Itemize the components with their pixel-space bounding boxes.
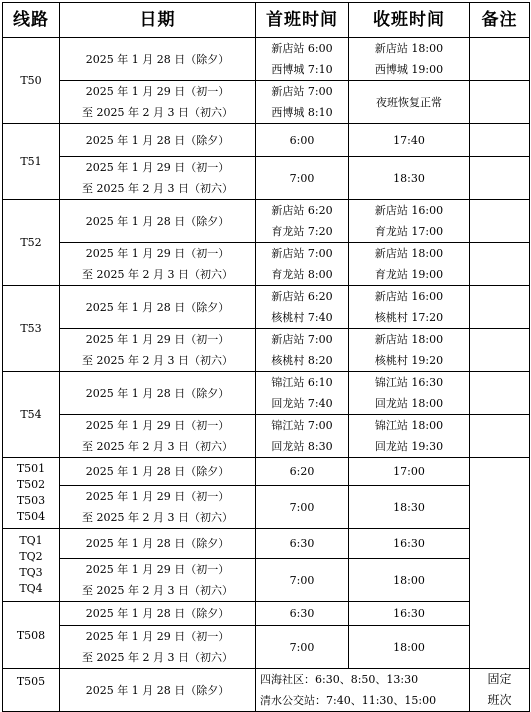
first-bus-cell — [256, 626, 349, 669]
table-row — [3, 200, 530, 243]
last-bus-cell-text: 17:00 — [393, 465, 425, 478]
last-bus-cell — [349, 124, 470, 157]
line-cell-text: T52 — [20, 236, 42, 249]
date-cell-text: 2025 年 1 月 28 日（除夕） — [85, 133, 230, 147]
last-bus-cell — [349, 529, 470, 559]
line-cell — [3, 200, 60, 286]
remark-cell — [470, 669, 530, 712]
line-cell — [3, 458, 60, 529]
header-first-bus: 首班时间 — [256, 3, 349, 38]
table-row — [3, 157, 530, 200]
first-bus-cell — [256, 124, 349, 157]
last-bus-cell-text: 新店站 16:00 — [374, 204, 444, 217]
header-date: 日期 — [60, 3, 256, 38]
last-bus-cell — [349, 626, 470, 669]
date-cell-text: 至 2025 年 2 月 3 日（初六） — [82, 651, 233, 664]
date-cell-text: 2025 年 1 月 29 日（初一） — [85, 247, 230, 260]
line-cell — [3, 602, 60, 669]
first-bus-cell-text: 7:00 — [289, 573, 315, 587]
fixed-times-cell-text: 清水公交站：7:40、11:30、15:00 — [260, 694, 437, 707]
first-bus-cell — [256, 286, 349, 329]
first-bus-cell — [256, 329, 349, 372]
last-bus-cell-text: 16:30 — [393, 537, 425, 550]
date-cell — [60, 286, 256, 329]
remark-cell-text: 固定 — [487, 672, 512, 686]
last-bus-cell-text: 18:30 — [393, 171, 425, 185]
date-cell-text: 2025 年 1 月 28 日（除夕） — [85, 300, 230, 314]
last-bus-cell — [349, 286, 470, 329]
last-bus-cell — [349, 157, 470, 200]
date-cell-text: 2025 年 1 月 29 日（初一） — [85, 490, 230, 503]
date-cell-text: 2025 年 1 月 28 日（除夕） — [85, 386, 230, 400]
line-cell — [3, 372, 60, 458]
line-cell-text: TQ4 — [19, 582, 43, 595]
first-bus-cell-text: 新店站 6:20 — [271, 290, 333, 303]
remark-cell — [470, 415, 530, 458]
date-cell — [60, 243, 256, 286]
first-bus-cell-text: 新店站 6:00 — [271, 42, 333, 55]
first-bus-cell — [256, 243, 349, 286]
remark-cell — [470, 200, 530, 243]
remark-cell — [470, 81, 530, 124]
last-bus-cell-text: 新店站 16:00 — [374, 290, 444, 303]
table-row — [3, 38, 530, 81]
table-row — [3, 329, 530, 372]
first-bus-cell-text: 锦江站 7:00 — [271, 419, 333, 432]
last-bus-cell-text: 新店站 18:00 — [374, 247, 444, 260]
last-bus-cell — [349, 559, 470, 602]
date-cell — [60, 38, 256, 81]
last-bus-cell-text: 18:30 — [393, 500, 425, 514]
first-bus-cell — [256, 602, 349, 626]
date-cell — [60, 529, 256, 559]
last-bus-cell-text: 夜班恢复正常 — [376, 95, 442, 109]
remark-cell — [470, 458, 530, 669]
first-bus-cell-text: 6:00 — [289, 133, 315, 147]
last-bus-cell — [349, 486, 470, 529]
line-cell-text: T50 — [20, 74, 42, 87]
last-bus-cell-text: 17:40 — [393, 133, 425, 147]
date-cell-text: 至 2025 年 2 月 3 日（初六） — [82, 511, 233, 524]
date-cell-text: 2025 年 1 月 29 日（初一） — [85, 419, 230, 432]
first-bus-cell-text: 西博城 7:10 — [271, 63, 333, 76]
last-bus-cell-text: 新店站 18:00 — [374, 42, 444, 55]
date-cell — [60, 329, 256, 372]
table-row — [3, 286, 530, 329]
date-cell-text: 至 2025 年 2 月 3 日（初六） — [82, 440, 233, 453]
date-cell-text: 2025 年 1 月 29 日（初一） — [85, 630, 230, 643]
date-cell — [60, 200, 256, 243]
line-cell — [3, 286, 60, 372]
last-bus-cell — [349, 200, 470, 243]
first-bus-cell — [256, 157, 349, 200]
remark-cell — [470, 38, 530, 81]
first-bus-cell — [256, 81, 349, 124]
date-cell-text: 2025 年 1 月 29 日（初一） — [85, 333, 230, 346]
first-bus-cell-text: 育龙站 7:20 — [271, 225, 333, 238]
last-bus-cell — [349, 458, 470, 486]
first-bus-cell-text: 6:30 — [289, 537, 315, 550]
date-cell — [60, 559, 256, 602]
first-bus-cell-text: 回龙站 8:30 — [271, 440, 333, 453]
remark-cell — [470, 243, 530, 286]
last-bus-cell-text: 西博城 19:00 — [374, 63, 444, 76]
first-bus-cell-text: 6:20 — [289, 465, 315, 478]
line-cell-text: T504 — [16, 510, 46, 523]
table-row — [3, 124, 530, 157]
line-cell — [3, 38, 60, 124]
last-bus-cell-text: 回龙站 18:00 — [374, 397, 444, 410]
header-row — [3, 3, 530, 38]
last-bus-cell — [349, 329, 470, 372]
date-cell — [60, 415, 256, 458]
first-bus-cell — [256, 38, 349, 81]
first-bus-cell-text: 7:00 — [289, 171, 315, 185]
line-cell-text: T501 — [16, 462, 46, 475]
table-row — [3, 626, 530, 669]
first-bus-cell — [256, 529, 349, 559]
date-cell-text: 2025 年 1 月 28 日（除夕） — [85, 214, 230, 228]
first-bus-cell-text: 育龙站 8:00 — [271, 268, 333, 281]
date-cell-text: 2025 年 1 月 28 日（除夕） — [85, 52, 230, 66]
date-cell-text: 至 2025 年 2 月 3 日（初六） — [82, 182, 233, 195]
table-row — [3, 486, 530, 529]
line-cell-text: T53 — [20, 322, 42, 335]
remark-cell — [470, 372, 530, 415]
remark-cell-text: 班次 — [487, 693, 512, 707]
last-bus-cell — [349, 38, 470, 81]
last-bus-cell — [349, 415, 470, 458]
schedule-body — [3, 38, 530, 712]
table-row — [3, 81, 530, 124]
first-bus-cell — [256, 415, 349, 458]
first-bus-cell-text: 新店站 7:00 — [271, 85, 333, 98]
date-cell — [60, 81, 256, 124]
last-bus-cell-text: 锦江站 18:00 — [374, 419, 444, 432]
date-cell-text: 至 2025 年 2 月 3 日（初六） — [82, 268, 233, 281]
header-last-bus: 收班时间 — [349, 3, 470, 38]
first-bus-cell-text: 核桃村 7:40 — [271, 311, 333, 324]
line-cell-text: TQ3 — [19, 566, 43, 579]
remark-cell — [470, 157, 530, 200]
date-cell — [60, 486, 256, 529]
line-cell — [3, 669, 60, 712]
line-cell-text: T503 — [16, 494, 46, 507]
first-bus-cell-text: 核桃村 8:20 — [271, 354, 333, 367]
date-cell — [60, 626, 256, 669]
table-row — [3, 529, 530, 559]
last-bus-cell — [349, 243, 470, 286]
date-cell — [60, 458, 256, 486]
line-cell-text: T51 — [20, 155, 42, 168]
date-cell-text: 2025 年 1 月 29 日（初一） — [85, 563, 230, 576]
table-row — [3, 372, 530, 415]
line-cell-text: T54 — [20, 408, 42, 421]
date-cell — [60, 669, 256, 712]
remark-cell — [470, 124, 530, 157]
line-cell-text: TQ2 — [19, 550, 43, 563]
date-cell-text: 2025 年 1 月 29 日（初一） — [85, 85, 230, 98]
table-row — [3, 243, 530, 286]
first-bus-cell — [256, 486, 349, 529]
last-bus-cell-text: 16:30 — [393, 607, 425, 620]
last-bus-cell-text: 核桃村 17:20 — [374, 311, 444, 324]
fixed-times-cell — [256, 669, 470, 712]
line-cell-text: T502 — [16, 478, 46, 491]
last-bus-cell-text: 新店站 18:00 — [374, 333, 444, 346]
first-bus-cell-text: 6:30 — [289, 607, 315, 620]
last-bus-cell-text: 18:00 — [393, 573, 425, 587]
table-row-final — [3, 669, 530, 712]
date-cell — [60, 372, 256, 415]
first-bus-cell-text: 回龙站 7:40 — [271, 397, 333, 410]
date-cell-text: 至 2025 年 2 月 3 日（初六） — [82, 354, 233, 367]
last-bus-cell-text: 育龙站 19:00 — [374, 268, 444, 281]
last-bus-cell-text: 锦江站 16:30 — [374, 376, 444, 389]
date-cell-text: 2025 年 1 月 29 日（初一） — [85, 161, 230, 174]
first-bus-cell-text: 锦江站 6:10 — [271, 376, 333, 389]
fixed-times-cell-text: 四海社区：6:30、8:50、13:30 — [260, 673, 419, 686]
first-bus-cell-text: 新店站 6:20 — [271, 204, 333, 217]
date-cell-text: 2025 年 1 月 28 日（除夕） — [85, 683, 230, 697]
header-remark: 备注 — [470, 3, 530, 38]
table-row — [3, 458, 530, 486]
last-bus-cell — [349, 81, 470, 124]
first-bus-cell-text: 7:00 — [289, 500, 315, 514]
first-bus-cell-text: 7:00 — [289, 640, 315, 654]
header-line: 线路 — [3, 3, 60, 38]
date-cell — [60, 124, 256, 157]
date-cell — [60, 157, 256, 200]
remark-cell — [470, 329, 530, 372]
first-bus-cell-text: 新店站 7:00 — [271, 247, 333, 260]
table-row — [3, 602, 530, 626]
date-cell-text: 2025 年 1 月 28 日（除夕） — [85, 607, 230, 620]
date-cell — [60, 602, 256, 626]
line-cell — [3, 529, 60, 602]
date-cell-text: 至 2025 年 2 月 3 日（初六） — [82, 584, 233, 597]
table-row — [3, 415, 530, 458]
last-bus-cell-text: 核桃村 19:20 — [374, 354, 444, 367]
line-cell — [3, 124, 60, 200]
first-bus-cell-text: 西博城 8:10 — [271, 106, 333, 119]
first-bus-cell — [256, 458, 349, 486]
line-cell-text: TQ1 — [19, 534, 43, 547]
remark-cell — [470, 286, 530, 329]
date-cell-text: 2025 年 1 月 28 日（除夕） — [85, 465, 230, 478]
date-cell-text: 2025 年 1 月 28 日（除夕） — [85, 537, 230, 550]
first-bus-cell-text: 新店站 7:00 — [271, 333, 333, 346]
line-cell-text: T508 — [16, 628, 46, 642]
first-bus-cell — [256, 200, 349, 243]
date-cell-text: 至 2025 年 2 月 3 日（初六） — [82, 106, 233, 119]
last-bus-cell-text: 18:00 — [393, 640, 425, 654]
last-bus-cell — [349, 372, 470, 415]
last-bus-cell-text: 育龙站 17:00 — [374, 225, 444, 238]
table-row — [3, 559, 530, 602]
last-bus-cell-text: 回龙站 19:30 — [374, 440, 444, 453]
line-cell-text: T505 — [16, 675, 46, 688]
first-bus-cell — [256, 559, 349, 602]
first-bus-cell — [256, 372, 349, 415]
last-bus-cell — [349, 602, 470, 626]
schedule-table — [2, 2, 530, 712]
